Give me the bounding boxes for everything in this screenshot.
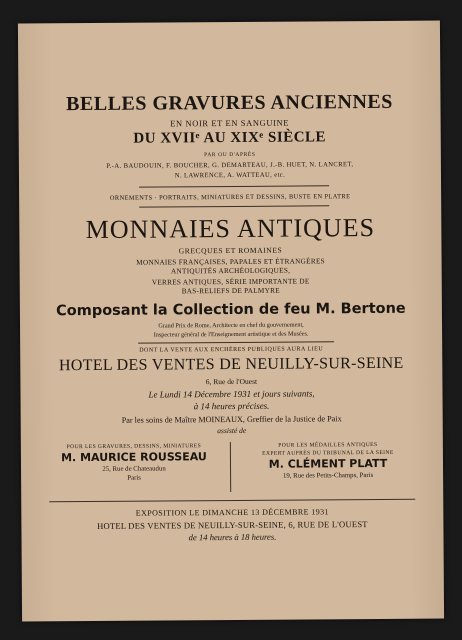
expert-left [39,442,229,483]
date-line-1: Le Lundi 14 Décembre 1931 et jours suivants, [148,388,315,400]
expert-right-label: POUR LES MÉDAILLES ANTIQUES [278,441,378,449]
title-sub: EN NOIR ET EN SANGUINE [170,117,290,129]
divider-top [139,185,329,187]
catalogue-cover [18,21,444,622]
auctioneer-line: Par les soins de Maître MOINEAUX, Greffier de la Justice de Paix [121,414,342,425]
by-line: PAR OU D'APRÈS [204,151,256,159]
artists-line-1: P.-A. BAUDOUIN, F. BOUCHER, G. DEMARTEAU, J.-B. HUET, N. LANCRET, [106,161,354,170]
expert-left-name: M. MAURICE ROUSSEAU [61,450,207,465]
exhibition-hours: de 14 heures à 18 heures. [188,531,277,543]
exhibition-venue: HOTEL DES VENTES DE NEUILLY-SUR-SEINE, 6, RUE DE L'OUEST [97,519,368,531]
title-main: BELLES GRAVURES ANCIENNES [66,90,393,116]
date-line-2: à 14 heures précises. [193,400,270,412]
expert-left-address: 25, Rue de Chateaudun [102,465,166,473]
coins-title: MONNAIES ANTIQUES [85,212,376,245]
coins-line-1: MONNAIES FRANÇAISES, PAPALES ET ÉTRANGÈRES [136,257,325,267]
bertone-line-2: Inspecteur général de l'Enseignement artistique et des Musées. [153,330,309,339]
expert-left-label: POUR LES GRAVURES, DESSINS, MINIATURES [66,443,202,451]
coins-line-3: VERRES ANTIQUES, SÉRIE IMPORTANTE DE [151,277,310,287]
bertone-line-1: Grand Prix de Rome, Architecte en chef du gouvernement, [158,321,304,330]
expert-right [233,441,423,481]
title-century: DU XVIIᵉ AU XIXᵉ SIÈCLE [133,129,327,147]
expert-right-name: M. CLÉMENT PLATT [268,456,388,471]
collection-line: Composant la Collection de feu M. Bertone [56,300,406,320]
venue-title: HOTEL DES VENTES DE NEUILLY-SUR-SEINE [58,354,404,375]
assisted-line: assisté de [217,425,247,436]
divider-columns [230,442,231,492]
coins-line-4: BAS-RELIEFS DE PALMYRE [181,286,280,296]
divider-exhibition [49,499,415,503]
coins-line-2: ANTIQUITÉS ARCHÉOLOGIQUES, [171,266,291,276]
sale-line: DONT LA VENTE AUX ENCHÈRES PUBLIQUES AURA LIEU [139,346,324,354]
exhibition-line: EXPOSITION LE DIMANCHE 13 DÉCEMBRE 1931 [135,507,329,518]
divider-ornaments [139,205,329,207]
ornaments-line: ORNEMENTS · PORTRAITS, MINIATURES ET DESSINS, BUSTE EN PLATRE [109,193,351,202]
expert-left-city: Paris [127,474,141,482]
artists-line-2: N. LAWRENCE, A. WATTEAU, etc. [174,171,286,180]
expert-right-address: 19, Rue des Petits-Champs, Paris [282,472,374,480]
divider-sale [138,341,334,343]
expert-right-title: EXPERT AUPRÈS DU TRIBUNAL DE LA SEINE [262,449,394,457]
coins-sub: GRECQUES ET ROMAINES [178,245,283,256]
venue-address: 6, Rue de l'Ouest [205,376,258,387]
